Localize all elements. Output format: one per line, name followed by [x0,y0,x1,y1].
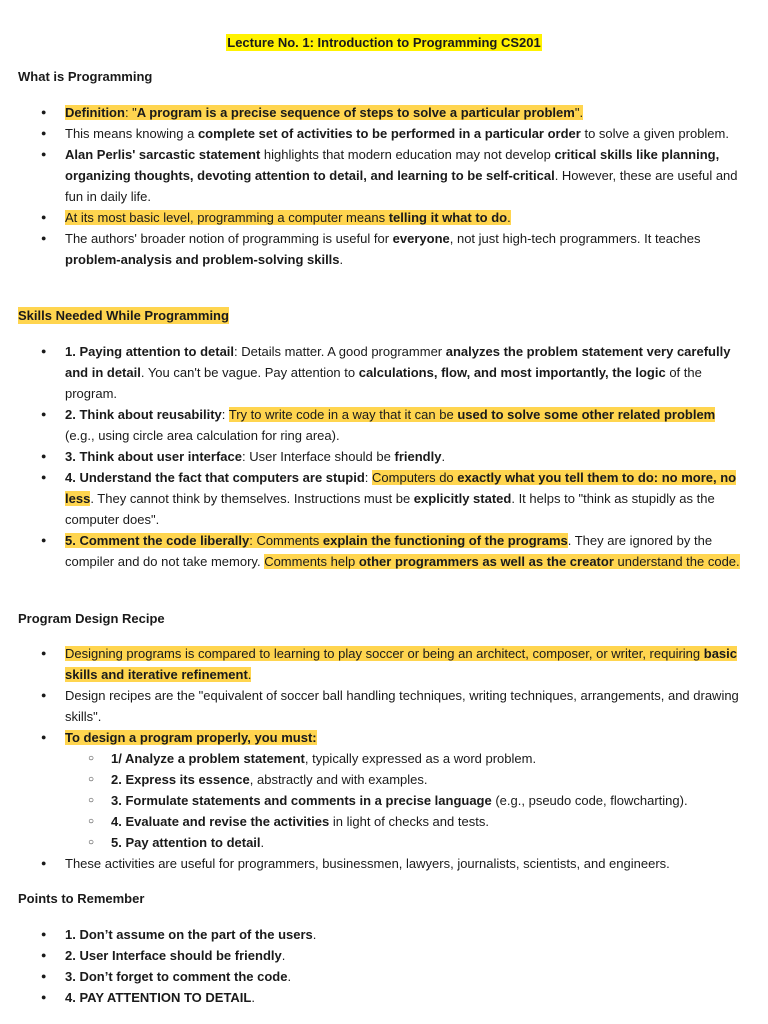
item-text: (e.g., pseudo code, flowcharting). [491,793,688,808]
item-bold: 3. Formulate statements and comments in a precise language [111,793,492,808]
item-text: . [260,835,265,850]
item-text: to solve a given problem. [580,126,729,141]
item-bold: 4. Understand the fact that computers are stupid [65,470,365,485]
sub-list-item [65,832,746,853]
design-steps-list [65,748,746,853]
heading-points-to-remember [18,889,144,908]
item-text: , typically expressed as a word problem. [304,751,537,766]
item-text: These activities are useful for programmers, businessmen, lawyers, journalists, scientists, and engineers. [65,856,670,871]
item-bold: 4. PAY ATTENTION TO DETAIL [65,990,252,1005]
item-text: . [312,927,317,942]
highlighted-definition [65,105,583,120]
highlighted-text [65,210,511,225]
item-bold: explicitly stated [413,491,512,506]
list-item [0,228,768,270]
item-text: . [287,969,292,984]
item-bold: To design a program properly, you must: [65,730,317,745]
heading-text: Skills Needed While Programming [18,308,229,323]
list-item [0,727,768,853]
item-text: : Details matter. A good programmer [234,344,446,359]
item-bold: calculations, flow, and most importantly, the logic [358,365,666,380]
list-item [0,643,768,685]
item-text: Comments help [264,554,359,569]
item-text: Try to write code in a way that it can be [228,407,458,422]
item-text: of the program. [65,365,702,401]
heading-skills [18,306,229,325]
item-text: ". [574,105,584,120]
item-text: : " [124,105,137,120]
list-item [0,467,768,530]
item-bold: other programmers as well as the creator [358,554,614,569]
item-text: Design recipes are the "equivalent of soccer ball handling techniques, writing techniques, arrangements, and drawing skills". [65,688,739,724]
list-item [0,404,768,446]
item-text: understand the code. [613,554,740,569]
item-bold: complete set of activities to be performed in a particular order [197,126,581,141]
item-text: . They are ignored by the compiler and do not take memory. [65,533,713,569]
item-text: . [507,210,511,225]
item-text: The authors' broader notion of programming is useful for [65,231,393,246]
item-bold: 2. Express its essence [111,772,250,787]
item-bold: Alan Perlis' sarcastic statement [65,147,261,162]
item-bold: exactly what you tell them to do: no more, no less [65,470,737,506]
highlighted-text [65,730,317,745]
item-bold: 1/ Analyze a problem statement [111,751,305,766]
item-text: . You can't be vague. Pay attention to [140,365,359,380]
item-bold: critical skills like planning, organizing thoughts, devoting attention to detail, and learning to be self-critical [65,147,720,183]
item-text: (e.g., using circle area calculation for ring area). [65,428,340,443]
item-text: , not just high-tech programmers. It teaches [449,231,701,246]
item-bold: telling it what to do [388,210,508,225]
item-text: : Comments [249,533,323,548]
item-bold: explain the functioning of the programs [322,533,568,548]
item-text: . However, these are useful and fun in daily life. [65,168,738,204]
item-text: : [221,407,229,422]
list-item [0,685,768,727]
item-bold: 2. User Interface should be friendly [65,948,282,963]
item-text: This means knowing a [65,126,198,141]
list-what-is-programming [0,102,768,270]
item-bold: used to solve some other related problem [457,407,716,422]
item-text: . It helps to "think as stupidly as the computer does". [65,491,715,527]
list-skills [0,341,768,572]
item-text: Designing programs is compared to learning to play soccer or being an architect, composer, or writer, requiring [65,646,704,661]
item-bold: 2. Think about reusability [65,407,222,422]
item-bold: 5. Pay attention to detail [111,835,261,850]
item-bold: 1. Paying attention to detail [65,344,235,359]
sub-list-item [65,790,746,811]
item-text: At its most basic level, programming a computer means [65,210,389,225]
heading-text: Program Design Recipe [18,611,165,626]
heading-design-recipe [18,609,165,628]
item-text: in light of checks and tests. [329,814,489,829]
item-bold: 3. Think about user interface [65,449,242,464]
document-title: Lecture No. 1: Introduction to Programming CS201 [227,35,541,50]
item-text: . [441,449,446,464]
item-text: : User Interface should be [242,449,395,464]
item-bold: Definition [65,105,125,120]
heading-what-is-programming [18,67,152,86]
item-text: Computers do [372,470,458,485]
list-points-to-remember [0,924,768,1008]
item-text: highlights that modern education may not develop [260,147,555,162]
item-bold: problem-analysis and problem-solving skills [65,252,340,267]
list-item [0,102,768,123]
sub-list-item [65,811,746,832]
list-item [0,123,768,144]
list-design-recipe [0,643,768,874]
item-bold: analyzes the problem statement very carefully and in detail [65,344,731,380]
highlighted-text [65,646,737,682]
item-bold: friendly [394,449,442,464]
item-bold: basic skills and iterative refinement [65,646,738,682]
heading-text: Points to Remember [18,891,145,906]
list-item [0,144,768,207]
item-bold: everyone [392,231,450,246]
item-text: . [251,990,255,1005]
highlighted-text [264,554,739,569]
item-text: . [339,252,344,267]
list-item [0,341,768,404]
item-text: . [281,948,286,963]
item-text: : [364,470,373,485]
highlighted-text [229,407,715,422]
list-item [0,207,768,228]
item-text: . They cannot think by themselves. Instructions must be [90,491,414,506]
highlighted-text [65,533,568,548]
item-bold: 3. Don’t forget to comment the code [65,969,288,984]
list-item [0,530,768,572]
heading-text: What is Programming [18,69,153,84]
list-item [0,987,768,1008]
sub-list-item [65,769,746,790]
sub-list-item [65,748,746,769]
list-item [0,853,768,874]
list-item [0,446,768,467]
item-bold: 5. Comment the code liberally [65,533,250,548]
item-bold: A program is a precise sequence of steps to solve a particular problem [136,105,575,120]
item-bold: 4. Evaluate and revise the activities [111,814,330,829]
item-text: . [247,667,252,682]
list-item [0,945,768,966]
list-item [0,966,768,987]
title-row [0,33,768,52]
item-bold: 1. Don’t assume on the part of the users [65,927,313,942]
list-item [0,924,768,945]
item-text: , abstractly and with examples. [249,772,428,787]
